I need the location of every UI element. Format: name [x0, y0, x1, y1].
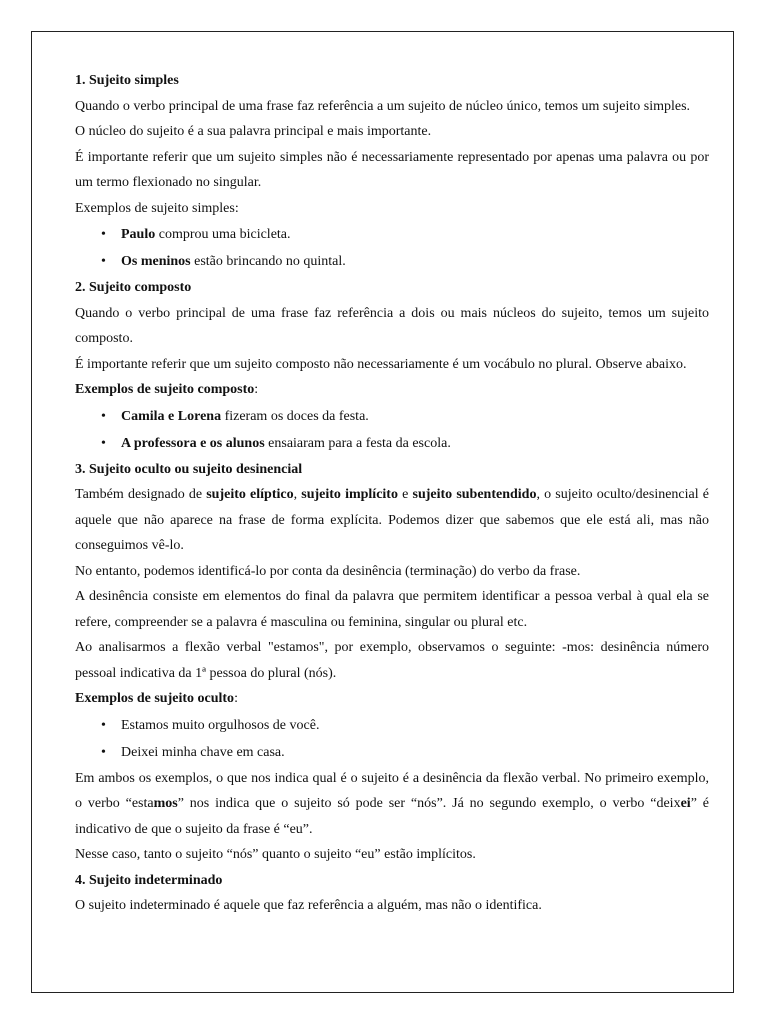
examples-label-colon: :	[254, 382, 259, 397]
text-run: Em ambos os exemplos, o que nos indica qual é o sujeito é a desinência da flexão verbal. No primeiro exemplo, o verbo “esta	[75, 770, 709, 811]
paragraph	[75, 482, 709, 559]
examples-label: Exemplos de sujeito simples:	[75, 200, 239, 216]
list-item	[75, 221, 709, 248]
term-bold: ei	[680, 796, 691, 811]
text-run: , o sujeito oculto/desinencial é aquele que não aparece na frase de forma explícita. Podemos dizer que sabemos que ele está ali, mas não conseguimos vê-lo.	[75, 487, 709, 553]
examples-label-colon: :	[234, 691, 238, 706]
example-subject: Os meninos	[121, 254, 191, 269]
paragraph: É importante referir que um sujeito composto não necessariamente é um vocábulo no plural. Observe abaixo.	[75, 356, 687, 372]
example-list	[75, 712, 709, 766]
paragraph: A desinência consiste em elementos do final da palavra que permitem identificar a pessoa verbal à qual ela se refere, compreender se a palavra é masculina ou feminina, singular ou plural etc.	[75, 589, 709, 630]
paragraph: Quando o verbo principal de uma frase faz referência a um sujeito de núcleo único, temos um sujeito simples.	[75, 98, 691, 114]
paragraph: É importante referir que um sujeito simples não é necessariamente representado por apenas uma palavra ou por um termo flexionado no singular.	[75, 149, 709, 190]
paragraph: Nesse caso, tanto o sujeito “nós” quanto o sujeito “eu” estão implícitos.	[75, 847, 476, 862]
list-item	[75, 403, 709, 430]
section-heading-sujeito-composto: 2. Sujeito composto	[75, 280, 192, 295]
term-bold: mos	[153, 796, 178, 811]
example-text: estão brincando no quintal.	[190, 254, 346, 269]
paragraph	[75, 766, 709, 843]
paragraph: Ao analisarmos a flexão verbal "estamos", por exemplo, observamos o seguinte: -mos: desinência número pessoal indicativa da 1ª pessoa do plural (nós).	[75, 640, 709, 681]
text-run: ” é indicativo de que o sujeito da frase é “eu”.	[75, 796, 709, 837]
section-heading-sujeito-indeterminado: 4. Sujeito indeterminado	[75, 872, 223, 888]
term-bold: sujeito implícito	[301, 487, 398, 502]
text-run: Também designado de	[75, 487, 207, 502]
example-text: fizeram os doces da festa.	[221, 408, 369, 424]
document-page	[31, 31, 734, 993]
list-item	[75, 430, 709, 457]
example-text: ensaiaram para a festa da escola.	[264, 435, 451, 451]
list-item	[75, 248, 709, 275]
example-subject: Paulo	[121, 227, 156, 242]
examples-label	[75, 686, 709, 712]
example-subject: Camila e Lorena	[121, 408, 222, 424]
section-heading-sujeito-simples: 1. Sujeito simples	[75, 73, 179, 88]
section-heading-sujeito-oculto: 3. Sujeito oculto ou sujeito desinencial	[75, 461, 303, 477]
example-list	[75, 221, 709, 275]
term-bold: sujeito elíptico	[206, 487, 294, 502]
examples-label-bold: Exemplos de sujeito composto	[75, 382, 255, 397]
document-body	[75, 68, 709, 919]
paragraph: O núcleo do sujeito é a sua palavra principal e mais importante.	[75, 124, 432, 139]
paragraph: No entanto, podemos identificá-lo por conta da desinência (terminação) do verbo da frase.	[75, 563, 581, 579]
text-run: ,	[293, 487, 302, 502]
text-run: ” nos indica que o sujeito só pode ser “nós”. Já no segundo exemplo, o verbo “deix	[177, 796, 681, 811]
list-item: • Deixei minha chave em casa.	[75, 739, 709, 766]
list-item: • Estamos muito orgulhosos de você.	[75, 712, 709, 739]
text-run: e	[397, 487, 413, 502]
paragraph: Quando o verbo principal de uma frase faz referência a dois ou mais núcleos do sujeito, temos um sujeito composto.	[75, 305, 709, 346]
example-list	[75, 403, 709, 457]
example-text: comprou uma bicicleta.	[155, 227, 291, 242]
examples-label	[75, 377, 709, 403]
examples-label-bold: Exemplos de sujeito oculto	[75, 691, 235, 706]
paragraph: O sujeito indeterminado é aquele que faz referência a alguém, mas não o identifica.	[75, 898, 542, 913]
example-subject: A professora e os alunos	[121, 435, 265, 451]
term-bold: sujeito subentendido	[412, 487, 537, 502]
